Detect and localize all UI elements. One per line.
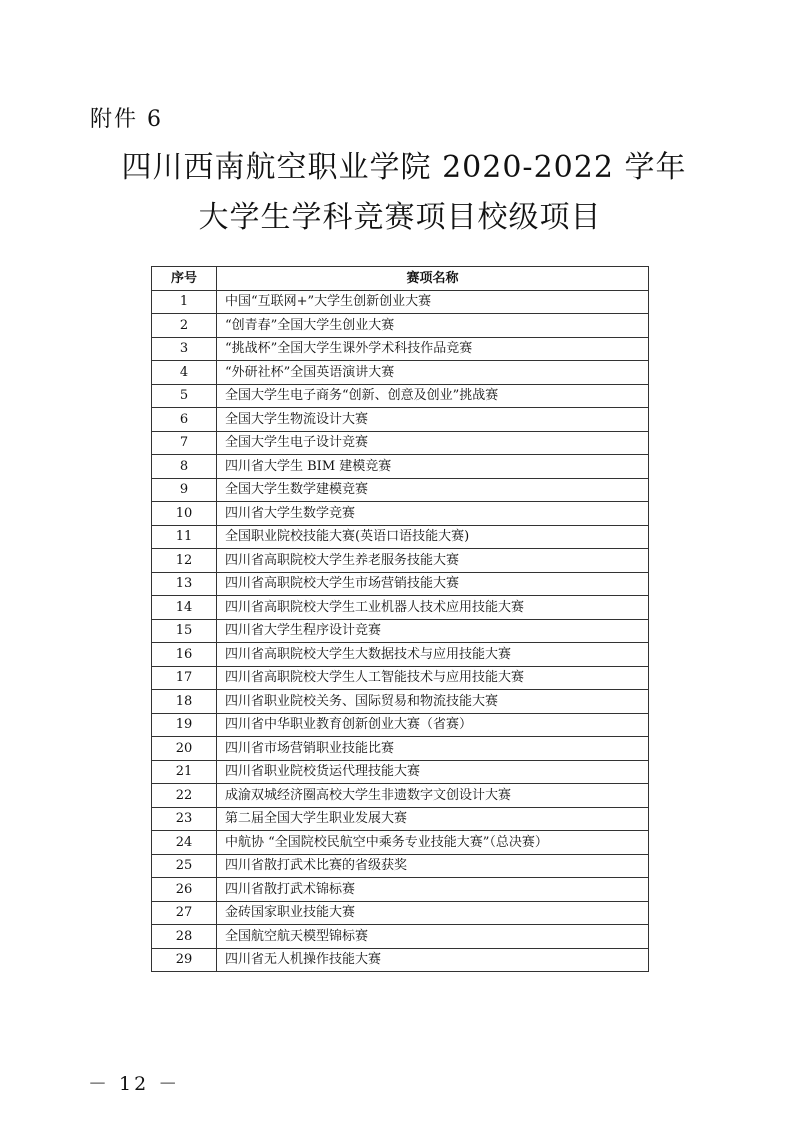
row-competition-name: 全国大学生电子设计竞赛: [217, 431, 649, 455]
table-row: [152, 737, 649, 761]
table-row: [152, 854, 649, 878]
table-header-row: [152, 267, 649, 291]
table-row: [152, 619, 649, 643]
document-title-line-1: 四川西南航空职业学院 2020-2022 学年: [121, 150, 687, 185]
row-serial-number: 11: [152, 525, 217, 549]
row-competition-name: 全国大学生电子商务“创新、创意及创业”挑战赛: [217, 384, 649, 408]
row-competition-name: 四川省职业院校关务、国际贸易和物流技能大赛: [217, 690, 649, 714]
row-serial-number: 10: [152, 502, 217, 526]
row-competition-name: “外研社杯”全国英语演讲大赛: [217, 361, 649, 385]
table-row: [152, 314, 649, 338]
row-competition-name: 全国职业院校技能大赛(英语口语技能大赛): [217, 525, 649, 549]
row-serial-number: 23: [152, 807, 217, 831]
row-serial-number: 19: [152, 713, 217, 737]
table-row: [152, 784, 649, 808]
table-row: [152, 572, 649, 596]
row-competition-name: 四川省高职院校大学生养老服务技能大赛: [217, 549, 649, 573]
row-serial-number: 7: [152, 431, 217, 455]
row-serial-number: 13: [152, 572, 217, 596]
row-competition-name: 四川省无人机操作技能大赛: [217, 948, 649, 972]
row-serial-number: 26: [152, 878, 217, 902]
row-competition-name: 全国大学生物流设计大赛: [217, 408, 649, 432]
competition-table: [151, 266, 649, 972]
row-serial-number: 15: [152, 619, 217, 643]
row-serial-number: 29: [152, 948, 217, 972]
row-competition-name: 四川省大学生数学竞赛: [217, 502, 649, 526]
row-serial-number: 5: [152, 384, 217, 408]
row-serial-number: 2: [152, 314, 217, 338]
table-row: [152, 455, 649, 479]
row-serial-number: 20: [152, 737, 217, 761]
row-competition-name: 四川省中华职业教育创新创业大赛（省赛）: [217, 713, 649, 737]
table-row: [152, 361, 649, 385]
table-row: [152, 760, 649, 784]
row-serial-number: 6: [152, 408, 217, 432]
table-row: [152, 596, 649, 620]
row-serial-number: 21: [152, 760, 217, 784]
table-row: [152, 831, 649, 855]
row-serial-number: 4: [152, 361, 217, 385]
row-serial-number: 14: [152, 596, 217, 620]
row-serial-number: 27: [152, 901, 217, 925]
page-number: － 12 －: [88, 1073, 181, 1095]
table-row: [152, 502, 649, 526]
table-row: [152, 925, 649, 949]
row-serial-number: 24: [152, 831, 217, 855]
row-competition-name: 中航协 “全国院校民航空中乘务专业技能大赛”（总决赛）: [217, 831, 649, 855]
table-row: [152, 549, 649, 573]
table-row: [152, 690, 649, 714]
header-competition-name: 赛项名称: [217, 267, 649, 291]
row-competition-name: 四川省散打武术比赛的省级获奖: [217, 854, 649, 878]
row-serial-number: 1: [152, 290, 217, 314]
table-row: [152, 666, 649, 690]
row-competition-name: 成渝双城经济圈高校大学生非遗数字文创设计大赛: [217, 784, 649, 808]
row-serial-number: 12: [152, 549, 217, 573]
table-row: [152, 431, 649, 455]
row-competition-name: 四川省职业院校货运代理技能大赛: [217, 760, 649, 784]
document-title-line-2: 大学生学科竞赛项目校级项目: [198, 200, 602, 235]
table-body: [152, 290, 649, 972]
row-serial-number: 3: [152, 337, 217, 361]
row-competition-name: 四川省高职院校大学生人工智能技术与应用技能大赛: [217, 666, 649, 690]
row-competition-name: 四川省高职院校大学生市场营销技能大赛: [217, 572, 649, 596]
row-serial-number: 8: [152, 455, 217, 479]
row-serial-number: 18: [152, 690, 217, 714]
table-row: [152, 525, 649, 549]
row-competition-name: 中国“互联网+”大学生创新创业大赛: [217, 290, 649, 314]
row-competition-name: 第二届全国大学生职业发展大赛: [217, 807, 649, 831]
table-row: [152, 337, 649, 361]
row-competition-name: “创青春”全国大学生创业大赛: [217, 314, 649, 338]
row-serial-number: 16: [152, 643, 217, 667]
table-row: [152, 290, 649, 314]
table-row: [152, 807, 649, 831]
row-competition-name: 四川省高职院校大学生大数据技术与应用技能大赛: [217, 643, 649, 667]
row-competition-name: 四川省高职院校大学生工业机器人技术应用技能大赛: [217, 596, 649, 620]
row-serial-number: 28: [152, 925, 217, 949]
row-competition-name: 四川省大学生 BIM 建模竞赛: [217, 455, 649, 479]
table-row: [152, 713, 649, 737]
table-row: [152, 478, 649, 502]
row-serial-number: 22: [152, 784, 217, 808]
table-row: [152, 878, 649, 902]
row-serial-number: 9: [152, 478, 217, 502]
attachment-label: 附件 6: [90, 107, 163, 132]
table-row: [152, 384, 649, 408]
header-serial-number: 序号: [152, 267, 217, 291]
table-row: [152, 901, 649, 925]
table-row: [152, 948, 649, 972]
row-competition-name: 全国大学生数学建模竞赛: [217, 478, 649, 502]
row-competition-name: “挑战杯”全国大学生课外学术科技作品竞赛: [217, 337, 649, 361]
table-row: [152, 408, 649, 432]
row-serial-number: 17: [152, 666, 217, 690]
row-serial-number: 25: [152, 854, 217, 878]
row-competition-name: 全国航空航天模型锦标赛: [217, 925, 649, 949]
table-row: [152, 643, 649, 667]
row-competition-name: 金砖国家职业技能大赛: [217, 901, 649, 925]
row-competition-name: 四川省市场营销职业技能比赛: [217, 737, 649, 761]
row-competition-name: 四川省大学生程序设计竞赛: [217, 619, 649, 643]
row-competition-name: 四川省散打武术锦标赛: [217, 878, 649, 902]
